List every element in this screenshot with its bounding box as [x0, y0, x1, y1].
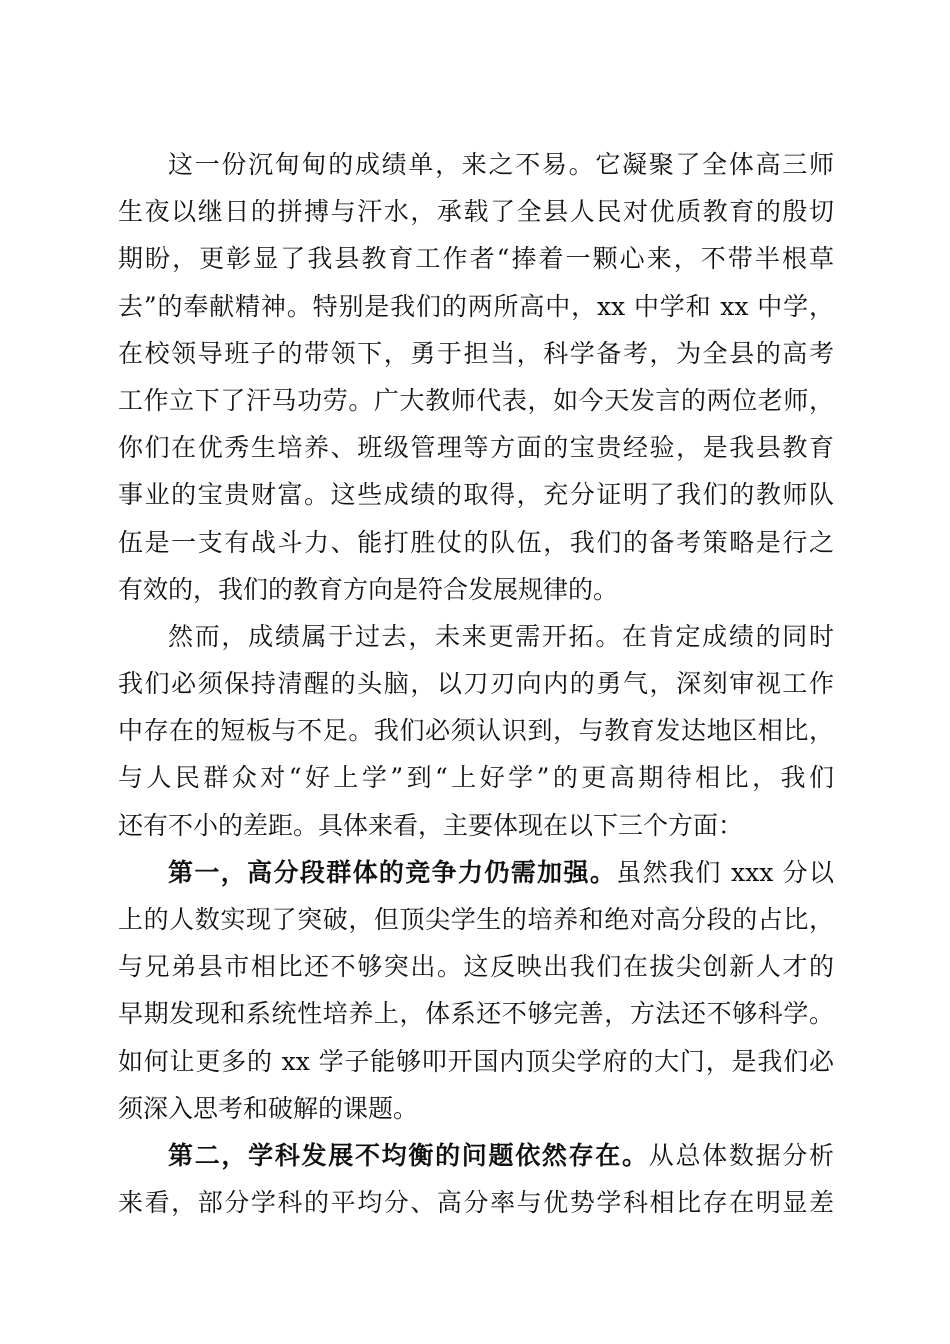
point-heading-first: 第一，: [168, 857, 248, 887]
text-line: 在校领导班子的带领下，勇于担当，科学备考，为全县的高考: [118, 338, 834, 368]
text-line-with-heading: [118, 849, 834, 896]
text-line: 工作立下了汗马功劳。广大教师代表，如今天发言的两位老师，: [118, 385, 834, 415]
text-line: 早期发现和系统性培养上，体系还不够完善，方法还不够科学。: [118, 999, 834, 1029]
text-line: 这一份沉甸甸的成绩单，来之不易。它凝聚了全体高三师: [168, 150, 834, 179]
text-line: 事业的宝贵财富。这些成绩的取得，充分证明了我们的教师队: [118, 480, 834, 510]
text-line-with-heading: [118, 1132, 834, 1179]
point-title-first: 高分段群体的竞争力仍需加强。: [247, 857, 617, 887]
point-text: 虽然我们 xxx 分以: [616, 857, 834, 887]
text-line: 你们在优秀生培养、班级管理等方面的宝贵经验，是我县教育: [118, 433, 834, 463]
point-text: 从总体数据分析: [648, 1140, 834, 1170]
point-title-second: 学科发展不均衡的问题依然存在。: [248, 1140, 649, 1170]
text-line: 然而，成绩属于过去，未来更需开拓。在肯定成绩的同时: [168, 621, 834, 651]
text-line: 来看，部分学科的平均分、高分率与优势学科相比存在明显差: [118, 1188, 834, 1218]
text-line: 须深入思考和破解的课题。: [118, 1093, 419, 1123]
text-line: 中存在的短板与不足。我们必须认识到，与教育发达地区相比，: [118, 716, 834, 746]
point-heading-second: 第二，: [168, 1140, 249, 1170]
text-line: 上的人数实现了突破，但顶尖学生的培养和绝对高分段的占比，: [118, 905, 834, 934]
text-line: 去”的奉献精神。特别是我们的两所高中，xx 中学和 xx 中学，: [118, 291, 834, 321]
document-body: [118, 141, 834, 1226]
text-line: 伍是一支有战斗力、能打胜仗的队伍，我们的备考策略是行之: [118, 527, 834, 557]
text-line: 与人民群众对“好上学”到“上好学”的更高期待相比，我们: [118, 763, 834, 793]
text-line: 我们必须保持清醒的头脑，以刀刃向内的勇气，深刻审视工作: [118, 669, 834, 699]
text-line: 期盼，更彰显了我县教育工作者“捧着一颗心来，不带半根草: [118, 244, 834, 274]
text-line: 有效的，我们的教育方向是符合发展规律的。: [118, 574, 619, 604]
text-line: 如何让更多的 xx 学子能够叩开国内顶尖学府的大门，是我们必: [118, 1046, 834, 1076]
text-line: 还有不小的差距。具体来看，主要体现在以下三个方面：: [118, 810, 744, 840]
text-line: 生夜以继日的拼搏与汗水，承载了全县人民对优质教育的殷切: [118, 197, 834, 227]
text-line: 与兄弟县市相比还不够突出。这反映出我们在拔尖创新人才的: [118, 952, 834, 982]
